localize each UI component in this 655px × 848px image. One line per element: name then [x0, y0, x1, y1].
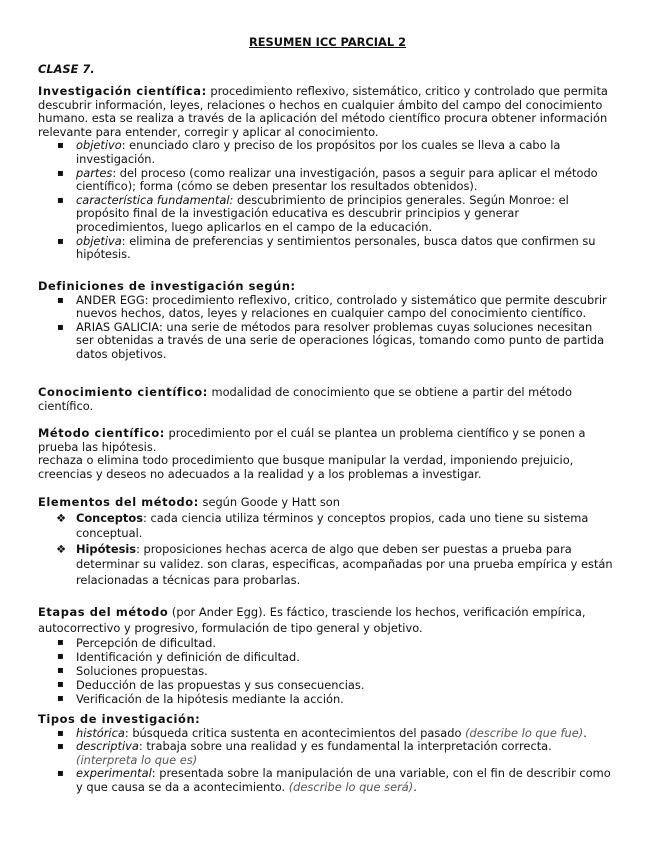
etapas-list: [38, 636, 613, 706]
tipos-list: [38, 727, 613, 795]
document-title: RESUMEN ICC PARCIAL 2: [249, 35, 406, 49]
dash-bullet-icon: ▪: [57, 321, 64, 333]
metodo-paragraph-2: rechaza o elimina todo procedimiento que busque manipular la verdad, imponiendo prejuicio, creencias y deseos no adecuados a la realidad y a los problemas a investigar.: [38, 453, 574, 481]
dash-bullet-icon: ▪: [57, 637, 64, 648]
class-heading: CLASE 7.: [38, 62, 95, 76]
metodo-paragraph: Método científico: procedimiento por el cuál se plantea un problema científico y se ponen a prueba las hipótesis.: [38, 426, 586, 454]
tipos-heading: Tipos de investigación:: [38, 712, 201, 726]
dash-bullet-icon: ▪: [57, 741, 64, 753]
dash-bullet-icon: ▪: [57, 194, 64, 206]
section-tipos: [38, 713, 613, 795]
investigacion-list: [38, 139, 613, 261]
dash-bullet-icon: ▪: [57, 693, 64, 704]
etapas-heading: Etapas del método: [38, 605, 169, 619]
dash-bullet-icon: ▪: [57, 235, 64, 247]
investigacion-paragraph: Investigación científica: procedimiento reflexivo, sistemático, critico y controlado que permita descubrir información, leyes, relaciones o hechos en cualquier ámbito del campo del conocimiento humano. esta se realiza a través de la aplicación del método científico procura obtener información relevante para entender, corregir y aplicar al conocimiento.: [38, 84, 608, 139]
list-item: ▪ Verificación de la hipótesis mediante la acción.: [57, 692, 344, 706]
dash-bullet-icon: ▪: [57, 665, 64, 676]
list-item: ▪ objetiva: elimina de preferencias y sentimientos personales, busca datos que confirmen su hipótesis.: [57, 233, 596, 262]
dash-bullet-icon: ▪: [57, 768, 64, 780]
definiciones-heading: Definiciones de investigación según:: [38, 279, 296, 293]
elementos-paragraph: Elementos del método: según Goode y Hatt son: [38, 495, 340, 509]
list-item: ▪ Soluciones propuestas.: [57, 664, 208, 678]
section-conocimiento: [38, 386, 613, 413]
dash-bullet-icon: ▪: [57, 167, 64, 179]
definiciones-list: [38, 294, 613, 362]
list-item: ❖ Conceptos: cada ciencia utiliza términos y conceptos propios, cada uno tiene su sistema conceptual.: [56, 510, 589, 540]
list-item: ▪ Identificación y definición de dificultad.: [57, 650, 300, 664]
list-item: ▪ ARIAS GALICIA: una serie de métodos para resolver problemas cuyas soluciones necesitan ser obtenidas a través de una serie de operaciones lógicas, tomando como punto de partida datos objetivos.: [57, 319, 605, 361]
list-item: ▪ ANDER EGG: procedimiento reflexivo, critico, controlado y sistemático que permite descubrir nuevos hechos, datos, leyes y relaciones en cualquier campo del conocimiento científico.: [57, 292, 607, 321]
dash-bullet-icon: ▪: [57, 727, 64, 739]
conocimiento-heading: Conocimiento científico:: [38, 385, 208, 399]
investigacion-heading: Investigación científica:: [38, 84, 207, 98]
section-elementos: [38, 495, 613, 588]
list-item: ▪ histórica: búsqueda critica sustenta en acontecimientos del pasado (describe lo que fue).: [57, 725, 587, 740]
list-item: ▪ Percepción de dificultad.: [57, 636, 217, 650]
section-investigacion: [38, 85, 613, 262]
elementos-heading: Elementos del método:: [38, 495, 199, 509]
dash-bullet-icon: ▪: [57, 651, 64, 662]
metodo-heading: Método científico:: [38, 426, 165, 440]
diamond-bullet-icon: ❖: [56, 510, 67, 525]
section-metodo: [38, 427, 613, 481]
list-item: ❖ Hipótesis: proposiciones hechas acerca de algo que deben ser puestas a prueba para determinar su validez. son claras, especificas, acompañadas por una prueba empírica y están relacionadas a técnicas para probarlas.: [56, 541, 613, 587]
diamond-bullet-icon: ❖: [56, 541, 67, 556]
section-definiciones: [38, 280, 613, 362]
dash-bullet-icon: ▪: [57, 679, 64, 690]
list-item: ▪ Deducción de las propuestas y sus consecuencias.: [57, 678, 365, 692]
list-item: ▪ objetivo: enunciado claro y preciso de los propósitos por los cuales se lleva a cabo la investigación.: [57, 138, 561, 166]
list-item: ▪ experimental: presentada sobre la manipulación de una variable, con el fin de describir como y que causa se da a acontecimiento. (describe lo que será).: [57, 766, 611, 794]
etapas-paragraph: Etapas del método (por Ander Egg). Es fáctico, trasciende los hechos, verificación empírica, autocorrectivo y progresivo, formulación de tipo general y objetivo.: [38, 605, 586, 635]
list-item: ▪ descriptiva: trabaja sobre una realidad y es fundamental la interpretación correcta. (interpreta lo que es): [57, 739, 552, 767]
section-etapas: [38, 605, 613, 706]
dash-bullet-icon: ▪: [57, 294, 64, 306]
elementos-list: [38, 511, 613, 589]
dash-bullet-icon: ▪: [57, 140, 64, 152]
list-item: ▪ partes: del proceso (como realizar una investigación, pasos a seguir para aplicar el método científico); forma (cómo se deben presentar los resultados obtenidos).: [57, 165, 598, 194]
list-item: ▪ característica fundamental: descubrimiento de principios generales. Según Monroe: el propósito final de la investigación educativa es descubrir principios y generar procedimientos, luego aplicarlos en el campo de la educación.: [57, 192, 569, 234]
conocimiento-paragraph: Conocimiento científico: modalidad de conocimiento que se obtiene a partir del método científico.: [38, 385, 572, 413]
